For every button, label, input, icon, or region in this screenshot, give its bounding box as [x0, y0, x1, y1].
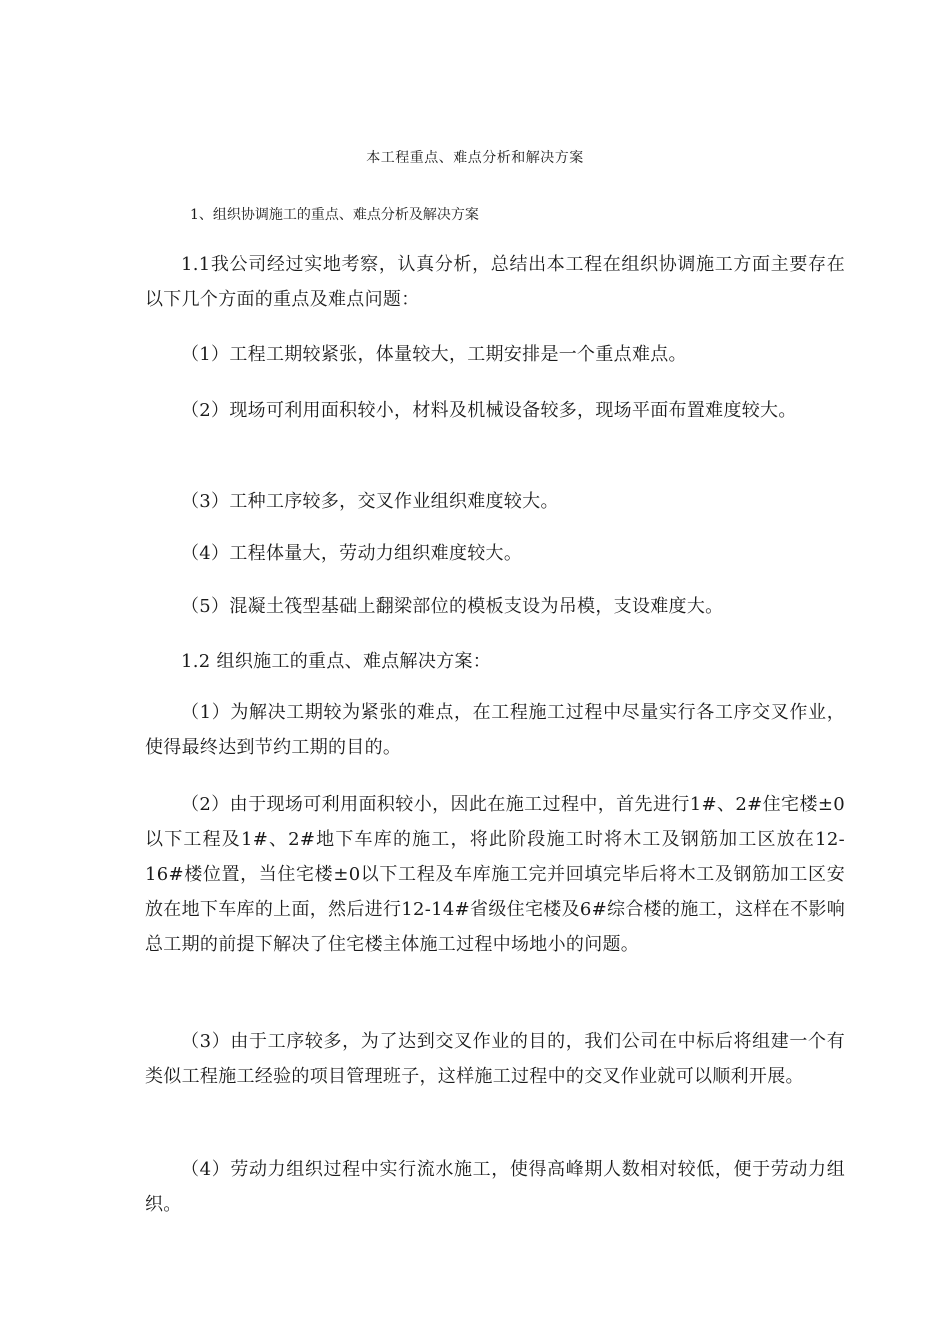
paragraph-solution-4: （4）劳动力组织过程中实行流水施工，使得高峰期人数相对较低，便于劳动力组织。 [145, 1159, 845, 1215]
paragraph-solution-2: （2）由于现场可利用面积较小，因此在施工过程中，首先进行1#、2#住宅楼±0以下工程及1#、2#地下车库的施工，将此阶段施工时将木工及钢筋加工区放在12-16#楼位置，当住宅楼±0以下工程及车库施工完并回填完毕后将木工及钢筋加工区安放在地下车库的上面，然后进行12-14#省级住宅楼及6#综合楼的施工，这样在不影响总工期的前提下解决了住宅楼主体施工过程中场地小的问题。 [145, 794, 845, 955]
paragraph-solution-3: （3）由于工序较多，为了达到交叉作业的目的，我们公司在中标后将组建一个有类似工程施工经验的项目管理班子，这样施工过程中的交叉作业就可以顺利开展。 [145, 1031, 845, 1087]
document-title: 本工程重点、难点分析和解决方案 [366, 150, 584, 166]
paragraph-difficulty-5: （5）混凝土筏型基础上翻梁部位的模板支设为吊模，支设难度大。 [181, 596, 724, 617]
paragraph-1-1: 1.1我公司经过实地考察，认真分析，总结出本工程在组织协调施工方面主要存在以下几个方面的重点及难点问题： [145, 254, 845, 310]
paragraph-difficulty-3: （3）工种工序较多，交叉作业组织难度较大。 [181, 491, 559, 512]
section-heading: 1、组织协调施工的重点、难点分析及解决方案 [190, 207, 479, 223]
paragraph-difficulty-1: （1）工程工期较紧张，体量较大，工期安排是一个重点难点。 [181, 344, 687, 365]
paragraph-difficulty-4: （4）工程体量大，劳动力组织难度较大。 [181, 543, 523, 564]
paragraph-difficulty-2: （2）现场可利用面积较小，材料及机械设备较多，现场平面布置难度较大。 [181, 400, 797, 421]
paragraph-1-2: 1.2 组织施工的重点、难点解决方案： [181, 651, 492, 672]
paragraph-solution-1: （1）为解决工期较为紧张的难点，在工程施工过程中尽量实行各工序交叉作业，使得最终达到节约工期的目的。 [145, 702, 845, 758]
